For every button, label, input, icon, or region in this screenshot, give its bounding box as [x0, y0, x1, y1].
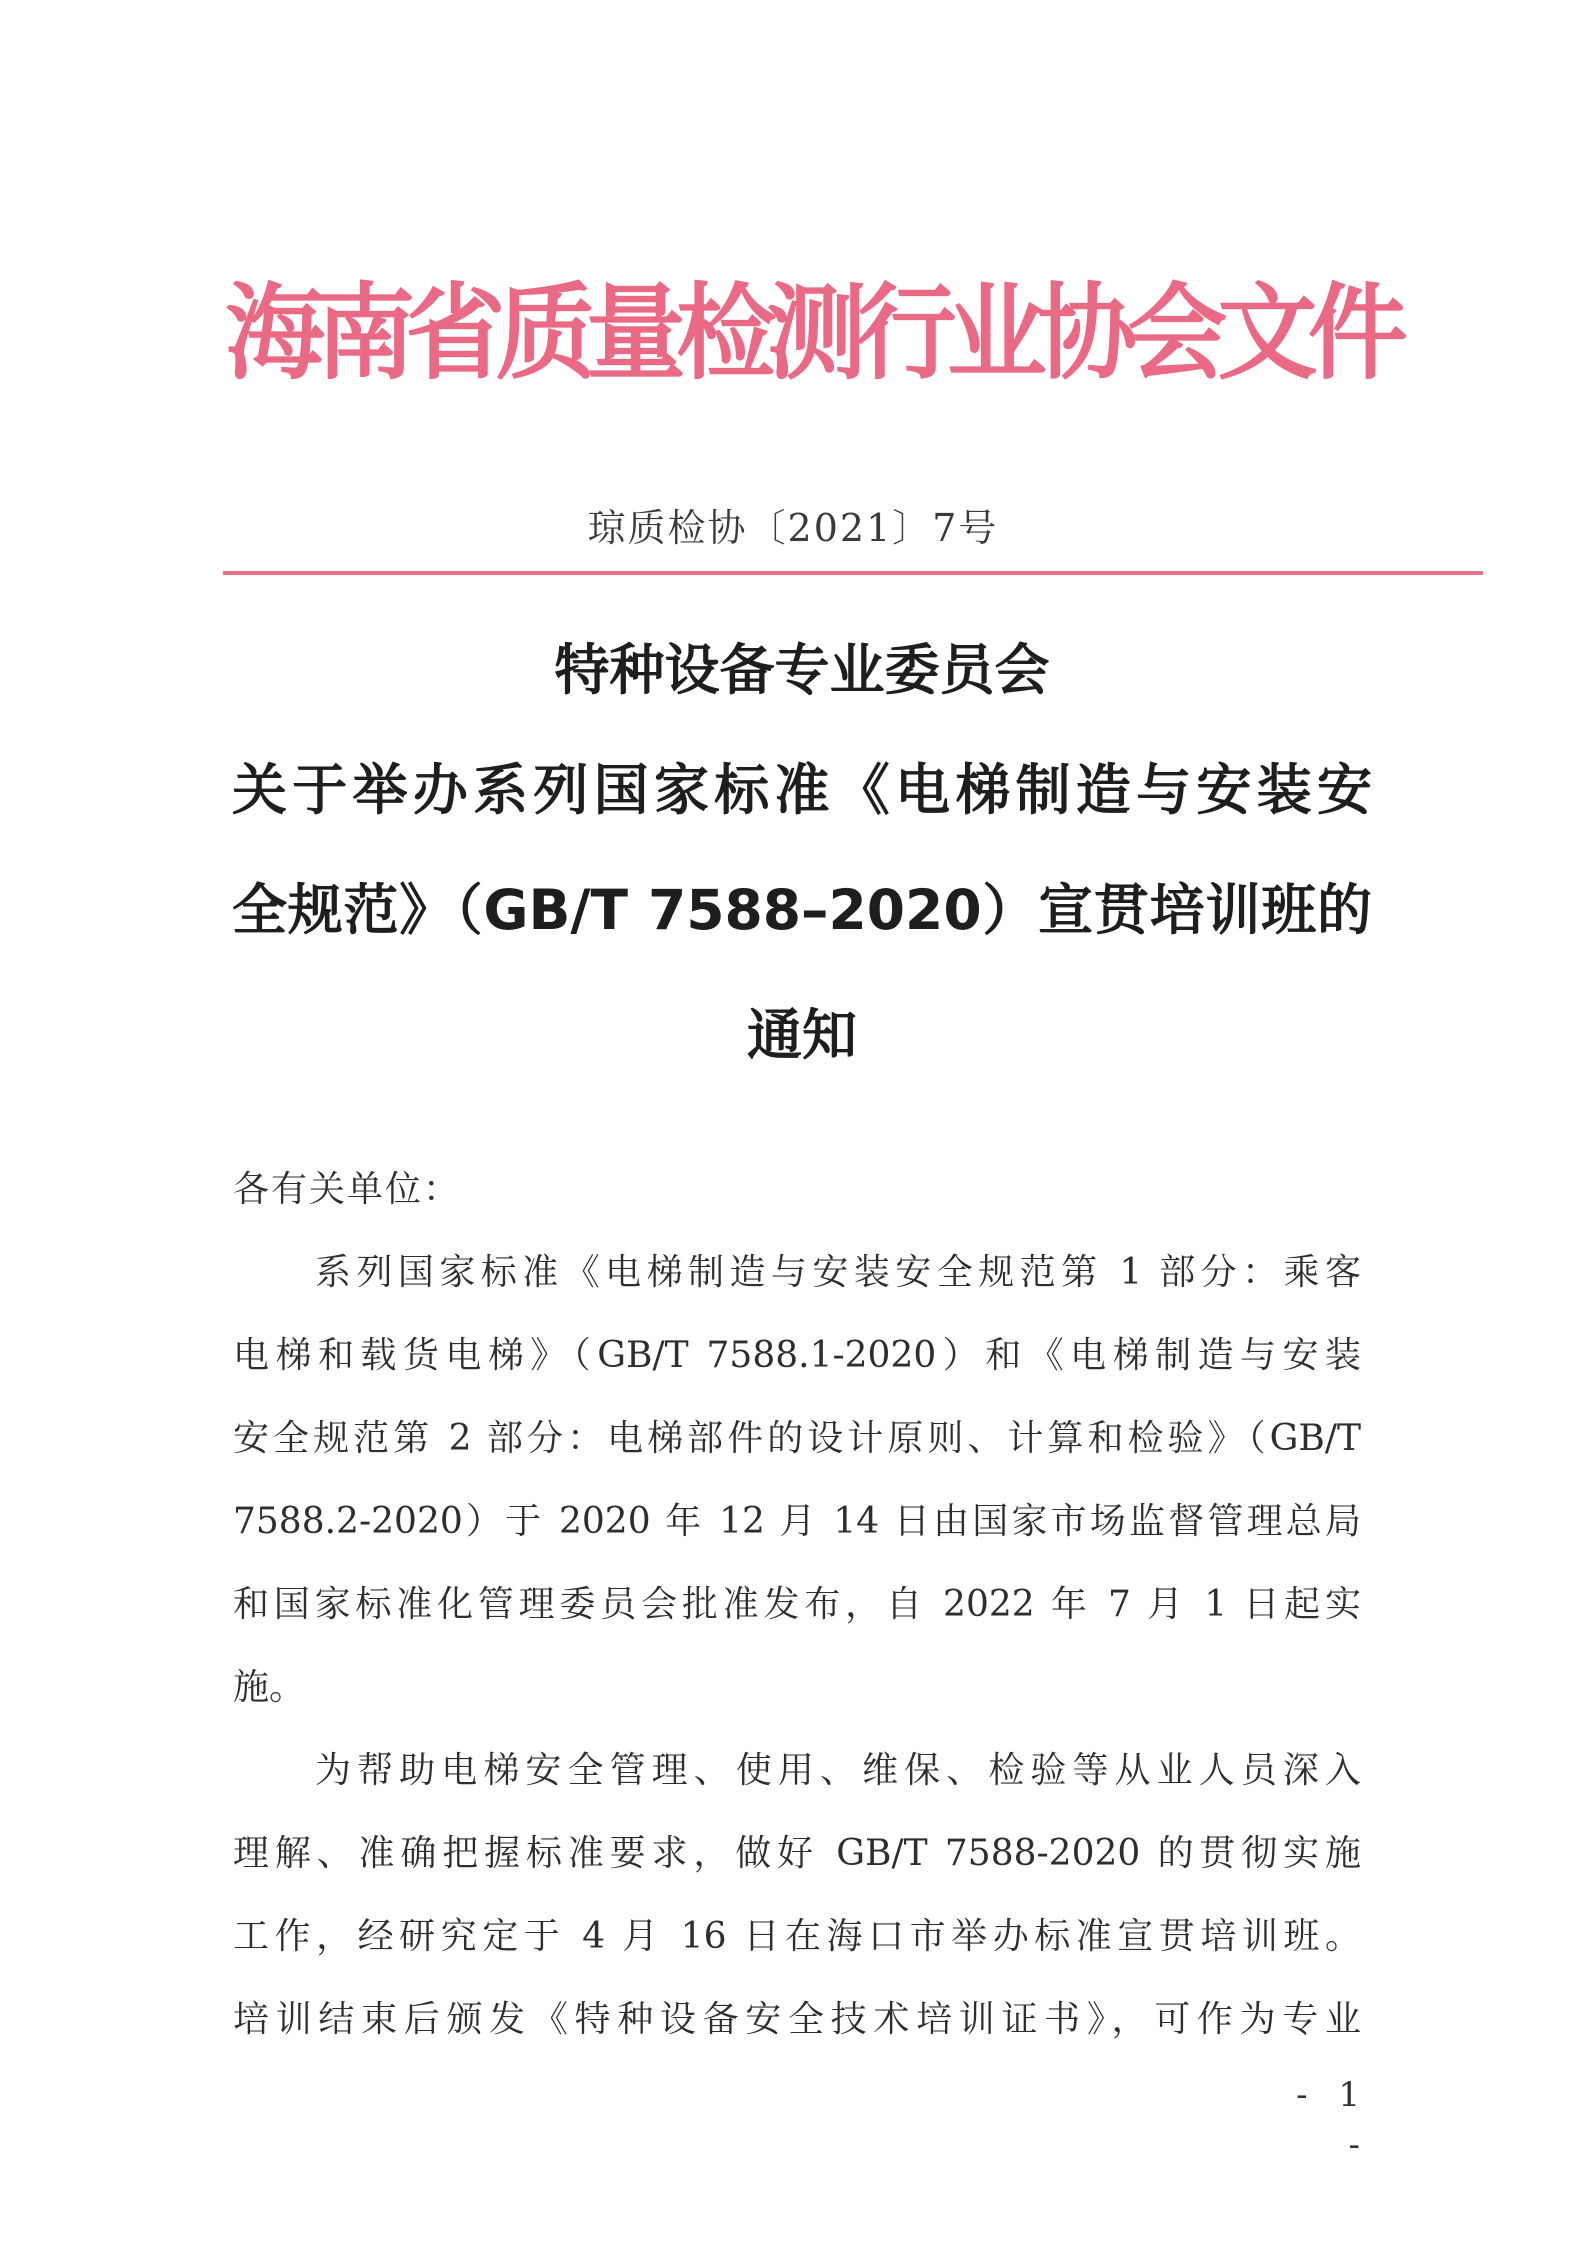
paragraph-1-line-6: 施。: [233, 1667, 306, 1708]
title-line-3: 全规范》（GB/T 7588–2020）宣贯培训班的: [232, 878, 1372, 942]
paragraph-2-line-1: 为帮助电梯安全管理、使用、维保、检验等从业人员深入: [315, 1750, 1361, 1791]
title-line-2: 关于举办系列国家标准《电梯制造与安装安: [232, 758, 1372, 822]
title-line-4: 通知: [746, 1003, 857, 1067]
paragraph-2-line-2: 理解、准确把握标准要求，做好 GB/T 7588-2020 的贯彻实施: [233, 1833, 1361, 1874]
salutation: 各有关单位：: [233, 1169, 462, 1210]
paragraph-1-line-1: 系列国家标准《电梯制造与安装安全规范第 1 部分：乘客: [315, 1252, 1361, 1293]
paragraph-1-line-4: 7588.2-2020）于 2020 年 12 月 14 日由国家市场监督管理总局: [233, 1501, 1361, 1542]
paragraph-1-line-3: 安全规范第 2 部分：电梯部件的设计原则、计算和检验》（GB/T: [233, 1418, 1361, 1459]
title-line-1: 特种设备专业委员会: [554, 638, 1050, 702]
paragraph-1-line-2: 电梯和载货电梯》（GB/T 7588.1-2020）和《电梯制造与安装: [233, 1335, 1361, 1376]
document-number: 琼质检协〔2021〕7号: [587, 506, 999, 550]
paragraph-2-line-3: 工作，经研究定于 4 月 16 日在海口市举办标准宣贯培训班。: [233, 1916, 1361, 1957]
paragraph-2-line-4: 培训结束后颁发《特种设备安全技术培训证书》，可作为专业: [233, 1999, 1361, 2040]
paragraph-1-line-5: 和国家标准化管理委员会批准发布，自 2022 年 7 月 1 日起实: [233, 1584, 1361, 1625]
page-number: - 1 -: [1296, 2075, 1370, 2165]
red-divider-line: [223, 571, 1483, 575]
masthead-title: 海南省质量检测行业协会文件: [225, 272, 1399, 394]
